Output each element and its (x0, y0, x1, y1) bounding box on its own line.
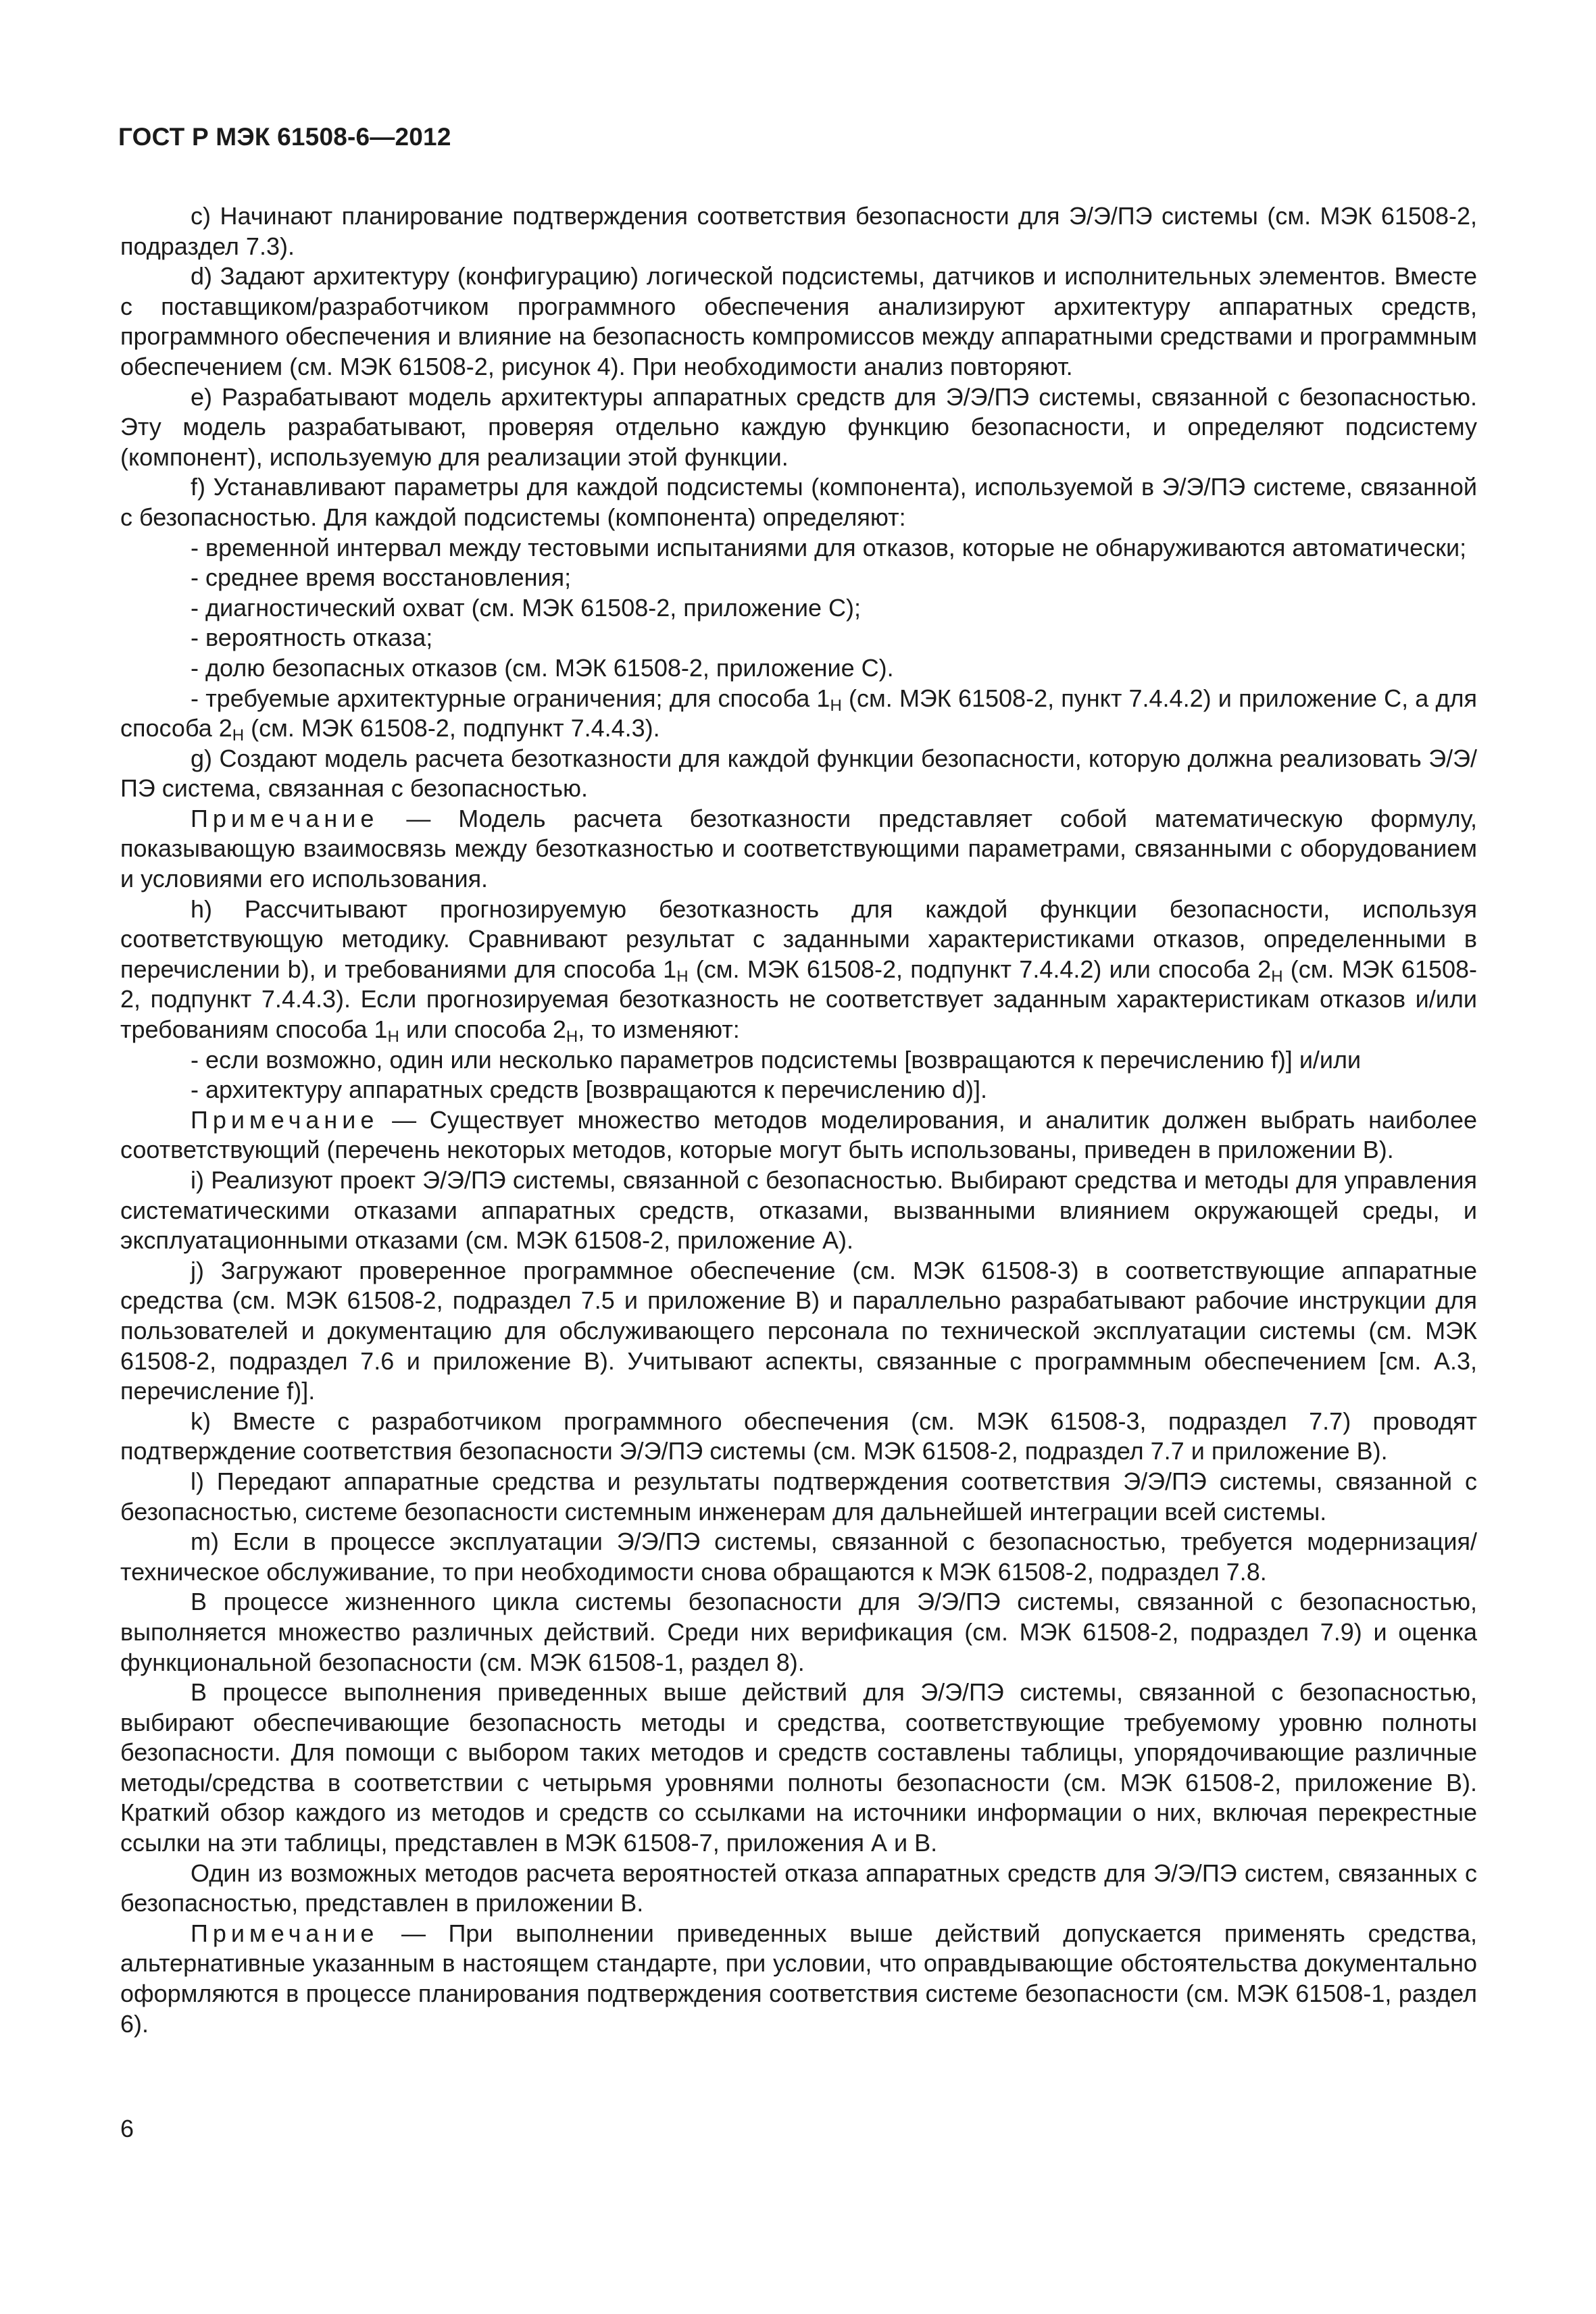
text-run: , то изменяют: (578, 1015, 740, 1044)
item-h (120, 895, 1477, 1045)
list-item (120, 684, 1477, 744)
text-run: - требуемые архитектурные ограничения; для способа 1 (191, 684, 830, 712)
subscript: Н (1271, 967, 1283, 986)
item-f: f) Устанавливают параметры для каждой подсистемы (компонента), используемой в Э/Э/ПЭ системе, связанной с безопасностью. Для каждой подсистемы (компонента) определяют: (120, 473, 1477, 531)
note-2 (120, 1105, 1477, 1165)
item-l: l) Передают аппаратные средства и результаты подтверждения соответствия Э/Э/ПЭ системы, связанной с безопасностью, системе безопасности системным инженерам для дальнейшей интеграции всей системы. (120, 1467, 1477, 1526)
list-item: - вероятность отказа; (191, 624, 433, 652)
paragraph: В процессе жизненного цикла системы безопасности для Э/Э/ПЭ системы, связанной с безопасностью, выполняется множество различных действий. Среди них верификация (см. МЭК 61508-2, подраздел 7.9) и оценка функциональной безопасности (см. МЭК 61508-1, раздел 8). (120, 1588, 1477, 1676)
text-run: (см. МЭК 61508-2, пункт 7.4.4.2) и приложение С, а для способа 2 (120, 684, 1478, 743)
list-item: - долю безопасных отказов (см. МЭК 61508-2, приложение С). (191, 653, 894, 682)
note-label: Примечание (191, 1105, 379, 1134)
text-run: или способа 2 (399, 1015, 566, 1044)
item-m: m) Если в процессе эксплуатации Э/Э/ПЭ системы, связанной с безопасностью, требуется модернизация/техническое обслуживание, то при необходимости снова обращаются к МЭК 61508-2, подраздел 7.8. (120, 1528, 1477, 1586)
item-k: k) Вместе с разработчиком программного обеспечения (см. МЭК 61508-3, подраздел 7.7) проводят подтверждение соответствия безопасности Э/Э/ПЭ системы (см. МЭК 61508-2, подраздел 7.7 и приложение В). (120, 1407, 1477, 1465)
paragraph: В процессе выполнения приведенных выше действий для Э/Э/ПЭ системы, связанной с безопасностью, выбирают обеспечивающие безопасность методы и средства, соответствующие требуемому уровню полноты безопасности. Для помощи с выбором таких методов и средств составлены таблицы, упорядочивающие различные методы/средства в соответствии с четырьмя уровнями полноты безопасности (см. МЭК 61508-2, приложение В). Краткий обзор каждого из методов и средств со ссылками на источники информации о них, включая перекрестные ссылки на эти таблицы, представлен в МЭК 61508-7, приложения А и В. (120, 1678, 1477, 1857)
subscript: Н (566, 1028, 578, 1047)
text-run: (см. МЭК 61508-2, подпункт 7.4.4.3). Если прогнозируемая безотказность не соответствует заданным характеристикам отказов и/или требованиям способа 1 (120, 955, 1477, 1044)
list-item: - среднее время восстановления; (191, 563, 572, 592)
note-text: — Существует множество методов моделирования, и аналитик должен выбрать наиболее соответствующий (перечень некоторых методов, которые могут быть использованы, приведен в приложении В). (120, 1105, 1477, 1164)
subscript: Н (387, 1028, 399, 1047)
list-item: - временной интервал между тестовыми испытаниями для отказов, которые не обнаруживаются автоматически; (191, 533, 1467, 561)
item-i: i) Реализуют проект Э/Э/ПЭ системы, связанной с безопасностью. Выбирают средства и методы для управления систематическими отказами аппаратных средств, отказами, вызванными влиянием окружающей среды, и эксплуатационными отказами (см. МЭК 61508-2, приложение А). (120, 1166, 1477, 1255)
page-number: 6 (120, 2115, 134, 2142)
subscript: Н (676, 967, 689, 986)
list-item: - диагностический охват (см. МЭК 61508-2, приложение С); (191, 593, 862, 622)
item-d: d) Задают архитектуру (конфигурацию) логической подсистемы, датчиков и исполнительных элементов. Вместе с поставщиком/разработчиком программного обеспечения анализируют архитектуру аппаратных средств, программного обеспечения и влияние на безопасность компромиссов между аппаратными средствами и программным обеспечением (см. МЭК 61508-2, рисунок 4). При необходимости анализ повторяют. (120, 262, 1477, 380)
document-body (120, 201, 1477, 2039)
note-label: Примечание (191, 804, 379, 832)
subscript: Н (830, 696, 842, 715)
list-item: - архитектуру аппаратных средств [возвращаются к перечислению d)]. (191, 1076, 987, 1104)
note-1 (120, 804, 1477, 895)
note-3 (120, 1919, 1477, 2039)
item-j: j) Загружают проверенное программное обеспечение (см. МЭК 61508-3) в соответствующие аппаратные средства (см. МЭК 61508-2, подраздел 7.5 и приложение В) и параллельно разрабатывают рабочие инструкции для пользователей и документацию для обслуживающего персонала по технической эксплуатации системы (см. МЭК 61508-2, подраздел 7.6 и приложение В). Учитывают аспекты, связанные с программным обеспечением [см. А.3, перечисление f)]. (120, 1256, 1477, 1405)
note-label: Примечание (191, 1919, 379, 1947)
item-e: e) Разрабатывают модель архитектуры аппаратных средств для Э/Э/ПЭ системы, связанной с безопасностью. Эту модель разрабатывают, проверяя отдельно каждую функцию безопасности, и определяют подсистему (компонент), используемую для реализации этой функции. (120, 382, 1477, 471)
document-header: ГОСТ Р МЭК 61508-6—2012 (118, 123, 451, 151)
list-item: - если возможно, один или несколько параметров подсистемы [возвращаются к перечислению f)] и/или (191, 1045, 1362, 1074)
note-text: — Модель расчета безотказности представляет собой математическую формулу, показывающую взаимосвязь между безотказностью и соответствующими параметрами, связанными с оборудованием и условиями его использования. (120, 804, 1477, 893)
paragraph: Один из возможных методов расчета вероятностей отказа аппаратных средств для Э/Э/ПЭ систем, связанных с безопасностью, представлен в приложении В. (120, 1859, 1477, 1917)
text-run: (см. МЭК 61508-2, подпункт 7.4.4.2) или способа 2 (688, 955, 1272, 983)
text-run: (см. МЭК 61508-2, подпункт 7.4.4.3). (244, 714, 660, 743)
subscript: Н (232, 726, 245, 745)
item-g: g) Создают модель расчета безотказности для каждой функции безопасности, которую должна реализовать Э/Э/ПЭ система, связанная с безопасностью. (120, 744, 1477, 803)
text-run: h) Рассчитывают прогнозируемую безотказность для каждой функции безопасности, используя соответствующую методику. Сравнивают результат с заданными характеристиками отказов, определенными в перечислении b), и требованиями для способа 1 (120, 895, 1477, 983)
note-text: — При выполнении приведенных выше действий допускается применять средства, альтернативные указанным в настоящем стандарте, при условии, что оправдывающие обстоятельства документально оформляются в процессе планирования подтверждения соответствия системе безопасности (см. МЭК 61508-1, раздел 6). (120, 1919, 1477, 2038)
item-c: c) Начинают планирование подтверждения соответствия безопасности для Э/Э/ПЭ системы (см. МЭК 61508-2, подраздел 7.3). (120, 202, 1477, 260)
